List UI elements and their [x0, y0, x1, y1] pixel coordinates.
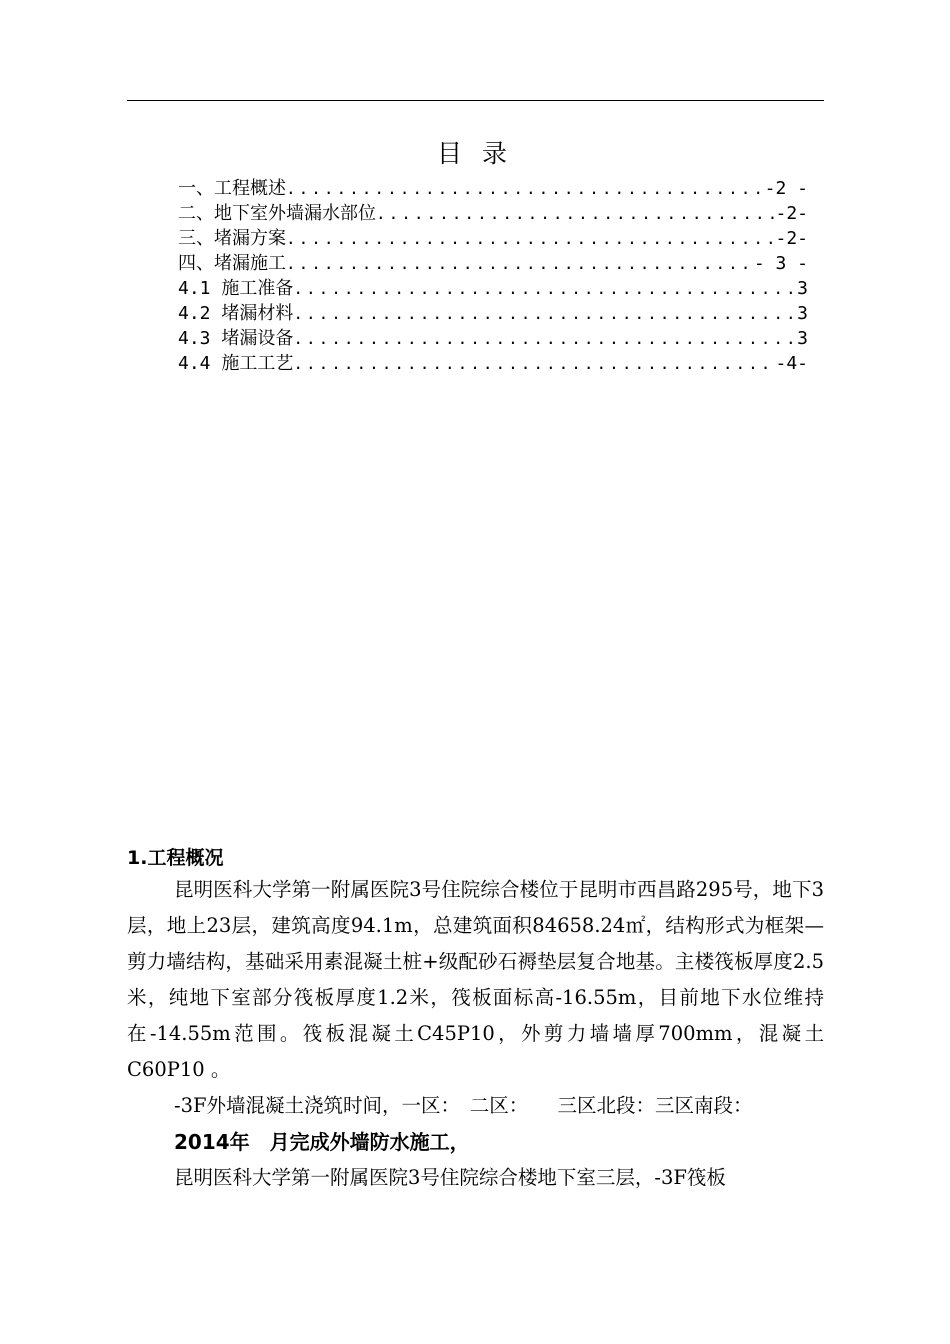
toc-entry-page: -2-	[775, 203, 808, 224]
toc-entry-page: - 3 -	[753, 253, 808, 274]
toc-entry-label: 4.1 施工准备	[178, 278, 294, 299]
toc-entry-label: 4.2 堵漏材料	[178, 303, 294, 324]
toc-entry[interactable]	[178, 226, 808, 251]
toc-leader-dots	[293, 326, 797, 351]
toc-entry[interactable]	[178, 326, 808, 351]
toc-entry[interactable]	[178, 351, 808, 376]
toc-entry[interactable]	[178, 251, 808, 276]
toc-entry[interactable]	[178, 301, 808, 326]
paragraph: -3F外墙混凝土浇筑时间，一区： 二区： 三区北段：三区南段：	[174, 1094, 753, 1117]
toc-entry-page: 3	[797, 303, 808, 324]
toc-entry-label: 四、堵漏施工	[178, 253, 286, 274]
toc-entry-label: 4.4 施工工艺	[178, 353, 294, 374]
toc-entry-page: -2-	[775, 228, 808, 249]
toc-leader-dots	[293, 301, 797, 326]
toc-entry[interactable]	[178, 176, 808, 201]
toc-leader-dots	[286, 226, 775, 251]
table-of-contents	[178, 176, 808, 376]
toc-entry-label: 一、工程概述	[178, 178, 286, 199]
toc-entry-label: 二、地下室外墙漏水部位	[178, 203, 376, 224]
header-rule	[127, 100, 824, 101]
toc-entry-page: 3	[797, 328, 808, 349]
toc-leader-dots	[293, 276, 797, 301]
toc-leader-dots	[293, 351, 775, 376]
toc-leader-dots	[286, 176, 765, 201]
toc-leader-dots	[376, 201, 775, 226]
toc-entry-label: 三、堵漏方案	[178, 228, 286, 249]
toc-entry-page: 3	[797, 278, 808, 299]
section-body	[127, 872, 824, 1196]
toc-entry-page: -2 -	[764, 178, 808, 199]
paragraph: 昆明医科大学第一附属医院3号住院综合楼位于昆明市西昌路295号，地下3层，地上23层，建筑高度94.1m，总建筑面积84658.24㎡，结构形式为框架—剪力墙结构，基础采用素混凝土桩+级配砂石褥垫层复合地基。主楼筏板厚度2.5米，纯地下室部分筏板厚度1.2米，筏板面标高-16.55m，目前地下水位维持在-14.55m范围。筏板混凝土C45P10，外剪力墙墙厚700mm，混凝土C60P10 。	[127, 878, 824, 1081]
section-heading: 1.工程概况	[127, 847, 224, 869]
bold-statement: 2014年 月完成外墙防水施工，	[174, 1130, 470, 1154]
toc-entry-page: -4-	[775, 353, 808, 374]
toc-entry-label: 4.3 堵漏设备	[178, 328, 294, 349]
toc-entry[interactable]	[178, 201, 808, 226]
toc-leader-dots	[286, 251, 754, 276]
paragraph: 昆明医科大学第一附属医院3号住院综合楼地下室三层，-3F筏板	[174, 1166, 726, 1189]
toc-title: 目 录	[437, 139, 513, 168]
toc-entry[interactable]	[178, 276, 808, 301]
